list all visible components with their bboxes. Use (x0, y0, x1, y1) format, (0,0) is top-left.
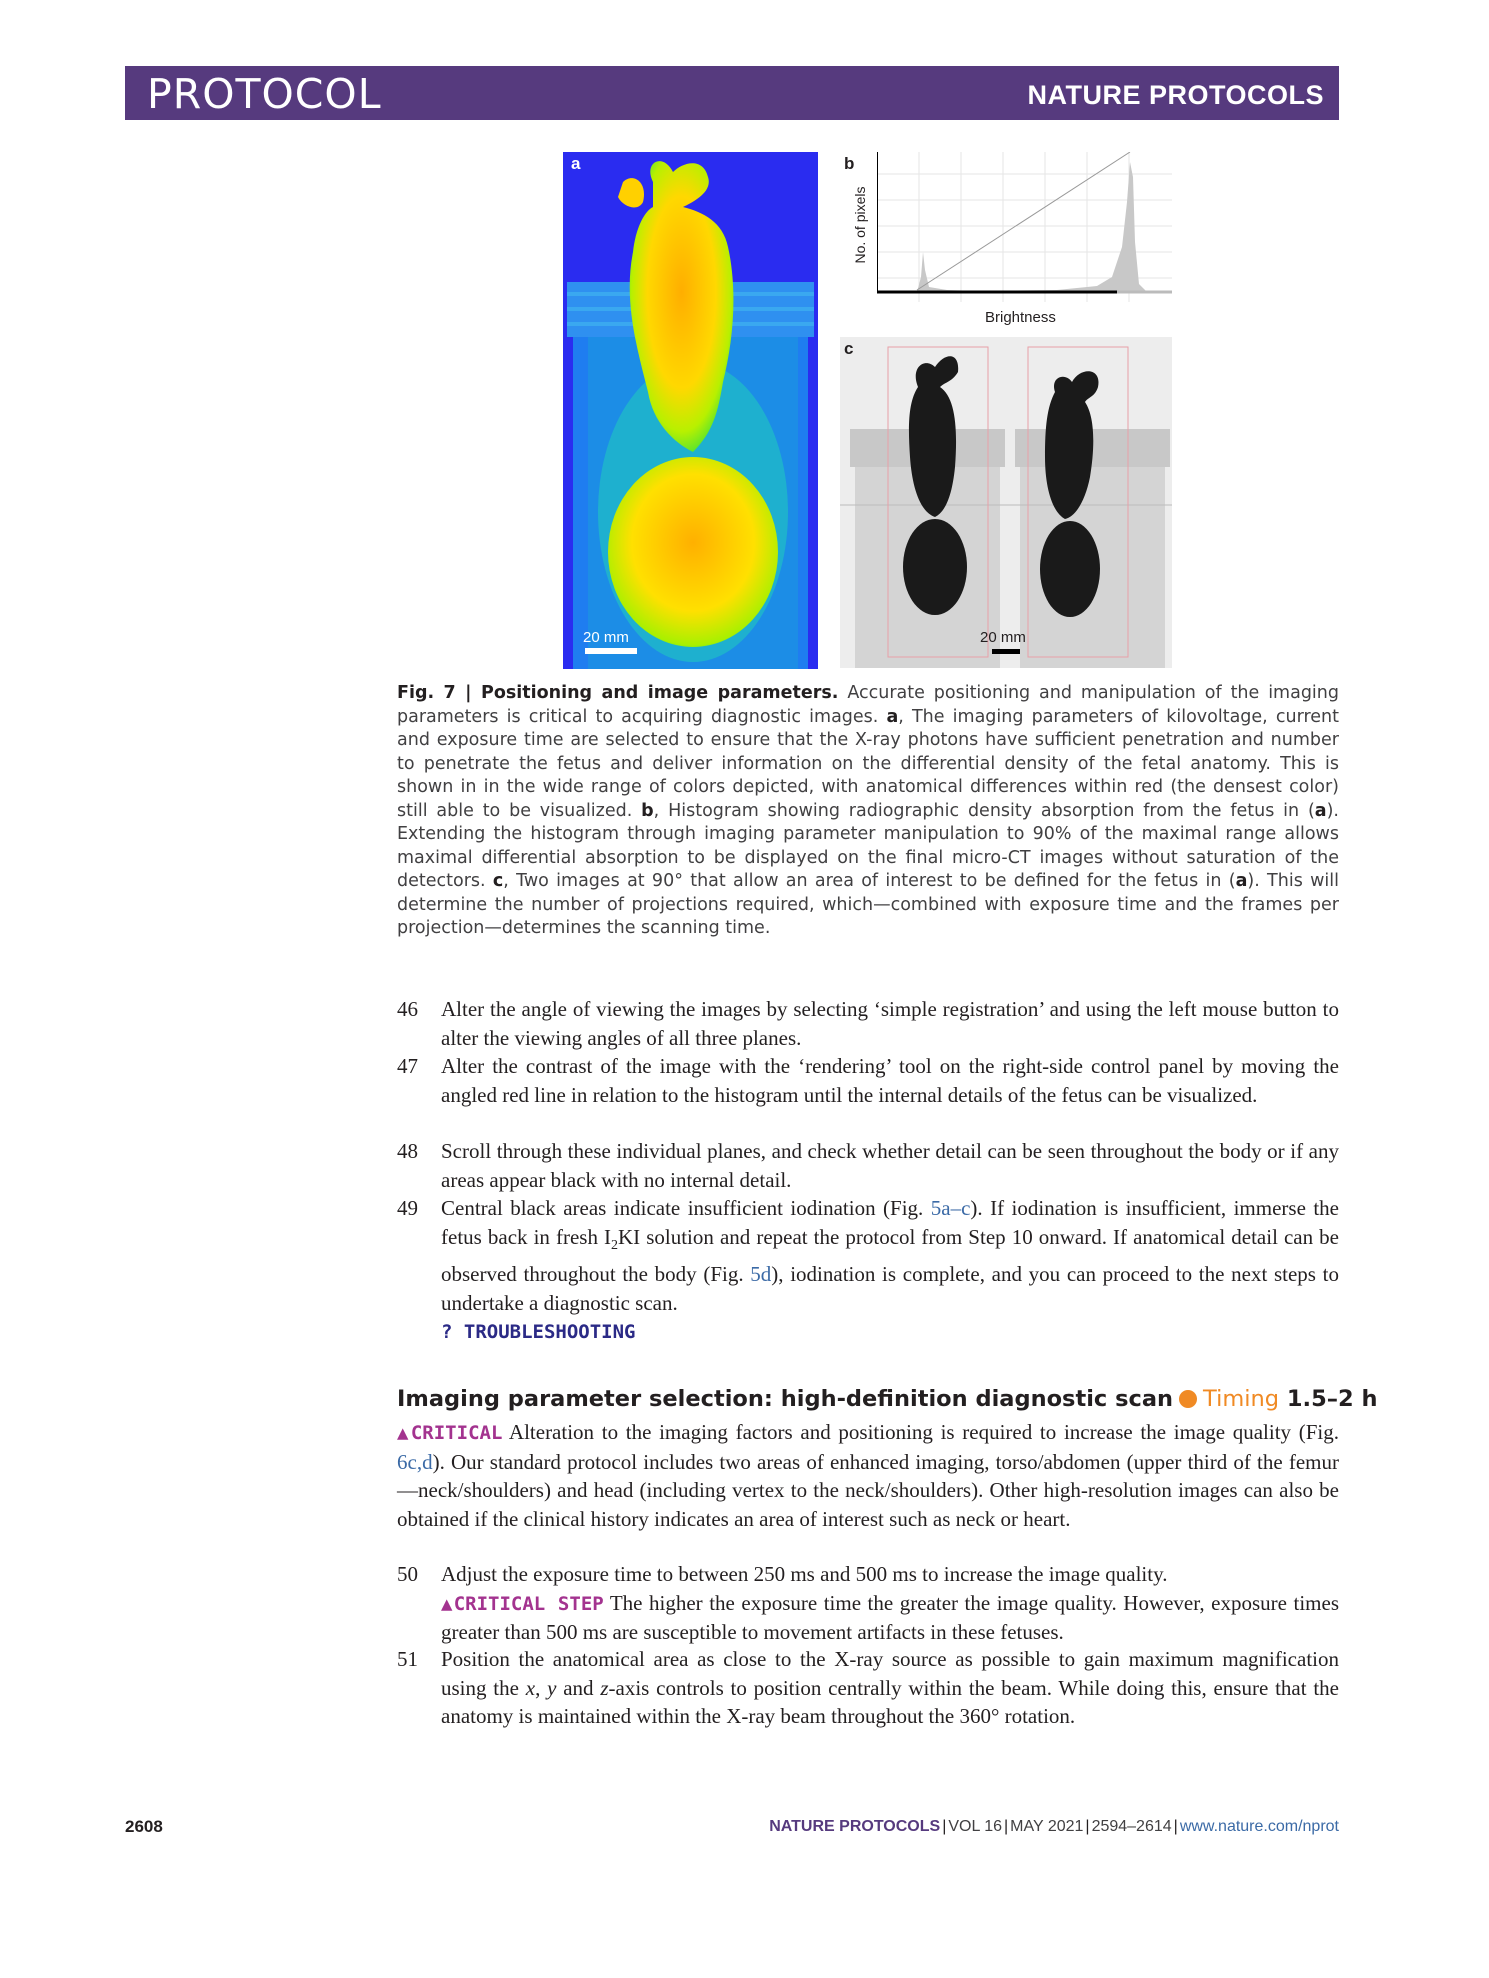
footer-url[interactable]: www.nature.com/nprot (1179, 1818, 1339, 1835)
step-text: Adjust the exposure time to between 250 ms and 500 ms to increase the image quality. (441, 1562, 1168, 1586)
panel-a-scale-bar (585, 648, 637, 654)
timing-label: Timing (1203, 1386, 1280, 1412)
section-heading (397, 1386, 1378, 1412)
panel-b-xlabel: Brightness (985, 309, 1056, 326)
caption-text: , The imaging parameters of kilovoltage, current and exposure time are selected to ensure that the X-ray photons have sufficient penetration and number to penetrate the fetus and deliver information on the differential density of the fetal anatomy. This is shown in in the wide range of colors depicted, with anatomical differences within red (the densest color) still able to be visualized. (397, 706, 1339, 821)
step-50 (397, 1560, 1339, 1647)
step-number: 49 (397, 1196, 418, 1220)
footer-volume: VOL 16 (948, 1818, 1003, 1835)
figure-caption (397, 682, 1339, 941)
figure-link[interactable]: 6c,d (397, 1449, 433, 1474)
journal-name: NATURE PROTOCOLS (1027, 80, 1324, 110)
histogram-chart (877, 152, 1172, 302)
step-number: 46 (397, 997, 418, 1021)
heatmap-image (563, 152, 818, 669)
step-51 (397, 1645, 1339, 1731)
timing-dot-icon (1179, 1390, 1197, 1408)
caption-text: , Two images at 90° that allow an area of interest to be defined for the fetus in ( (503, 871, 1236, 891)
footer-citation: NATURE PROTOCOLS | VOL 16 | MAY 2021 | 2594–2614 | www.nature.com/nprot (769, 1818, 1339, 1835)
step-text: Alter the angle of viewing the images by selecting ‘simple registration’ and using the left mouse button to alter the viewing angles of all three planes. (441, 997, 1339, 1050)
timing-value: 1.5–2 h (1286, 1386, 1378, 1412)
step-46 (397, 995, 1339, 1052)
header-bar (125, 66, 1339, 120)
step-number: 51 (397, 1647, 418, 1671)
caption-ref: a (886, 706, 899, 727)
step-text: Scroll through these individual planes, and check whether detail can be seen throughout the body or if any areas appear black with no internal detail. (441, 1139, 1339, 1192)
panel-c-scale-label: 20 mm (980, 629, 1026, 646)
panel-b-ylabel: No. of pixels (852, 186, 868, 264)
critical-step-label: ▲CRITICAL STEP (441, 1592, 604, 1615)
caption-text: , Histogram showing radiographic density absorption from the fetus in ( (653, 800, 1315, 821)
panel-c-scale-bar (992, 649, 1020, 654)
step-number: 50 (397, 1562, 418, 1586)
step-number: 48 (397, 1139, 418, 1163)
figure-link[interactable]: 5a–c (930, 1196, 971, 1220)
caption-title: Fig. 7 | Positioning and image parameters. (397, 683, 839, 703)
critical-label: ▲CRITICAL (397, 1422, 503, 1444)
step-text: Position the anatomical area as close to the X-ray source as possible to gain maximum magnification using the x, y and z-axis controls to position centrally within the beam. While doing this, ensure that the anatomy is maintained within the X-ray beam throughout the 360° rotation. (441, 1647, 1339, 1728)
step-48 (397, 1137, 1339, 1194)
panel-a-scale-label: 20 mm (583, 629, 629, 646)
caption-ref: a (1235, 871, 1248, 891)
section-title: Imaging parameter selection: high-definition diagnostic scan (397, 1386, 1174, 1412)
panel-a-label: a (571, 154, 581, 173)
caption-ref: b (641, 800, 654, 821)
radiograph-images (840, 337, 1172, 668)
critical-note: ▲CRITICAL Alteration to the imaging factors and positioning is required to increase the image quality (Fig. 6c,d). Our standard protocol includes two areas of enhanced imaging, torso/abdomen (upper third of the femur—neck/shoulders) and head (including vertex to the neck/shoulders). Other high-resolution images can also be obtained if the clinical history indicates an area of interest such as neck or heart. (397, 1420, 1339, 1531)
step-text: Alter the contrast of the image with the ‘rendering’ tool on the right-side control panel by moving the angled red line in relation to the histogram until the internal details of the fetus can be visualized. (441, 1054, 1339, 1107)
step-49 (397, 1194, 1339, 1347)
critical-step: ▲CRITICAL STEP The higher the exposure time the greater the image quality. However, exposure times greater than 500 ms are susceptible to movement artifacts in these fetuses. (441, 1590, 1339, 1644)
panel-c-label: c (844, 339, 854, 358)
section-label: PROTOCOL (147, 70, 382, 118)
caption-text: ). This will determine the number of projections required, which—combined with exposure time and the frames per projection—determines the scanning time. (397, 871, 1339, 938)
caption-text: ). Extending the histogram through imaging parameter manipulation to 90% of the maximal range allows maximal differential absorption to be displayed on the final micro-CT images without saturation of the detectors. (397, 800, 1339, 891)
footer-date: MAY 2021 (1010, 1818, 1084, 1835)
figure-panel-a (563, 152, 818, 669)
step-number: 47 (397, 1054, 418, 1078)
footer-journal: NATURE PROTOCOLS (769, 1818, 941, 1835)
figure-link[interactable]: 5d (750, 1262, 772, 1287)
footer-pages: 2594–2614 (1091, 1818, 1172, 1835)
step-47 (397, 1052, 1339, 1109)
step-text: Central black areas indicate insufficient iodination (Fig. 5a–c). If iodination is insufficient, immerse the fetus back in fresh $I_2KI$ solution and repeat the protocol from Step 10 onward. If anatomical detail can be observed throughout the body (Fig. 5d), iodination is complete, and you can proceed to the next steps to undertake a diagnostic scan. (441, 1196, 1340, 1315)
figure-panel-b (840, 152, 1172, 332)
caption-text: Accurate positioning and manipulation of the imaging parameters is critical to acquiring diagnostic images. (397, 683, 1339, 727)
caption-ref: c (492, 871, 504, 891)
caption-ref: a (1314, 800, 1327, 821)
panel-b-label: b (844, 154, 855, 173)
troubleshooting-link[interactable]: ? TROUBLESHOOTING (441, 1321, 636, 1344)
page-number: 2608 (125, 1817, 163, 1836)
figure-panel-c (840, 337, 1172, 668)
